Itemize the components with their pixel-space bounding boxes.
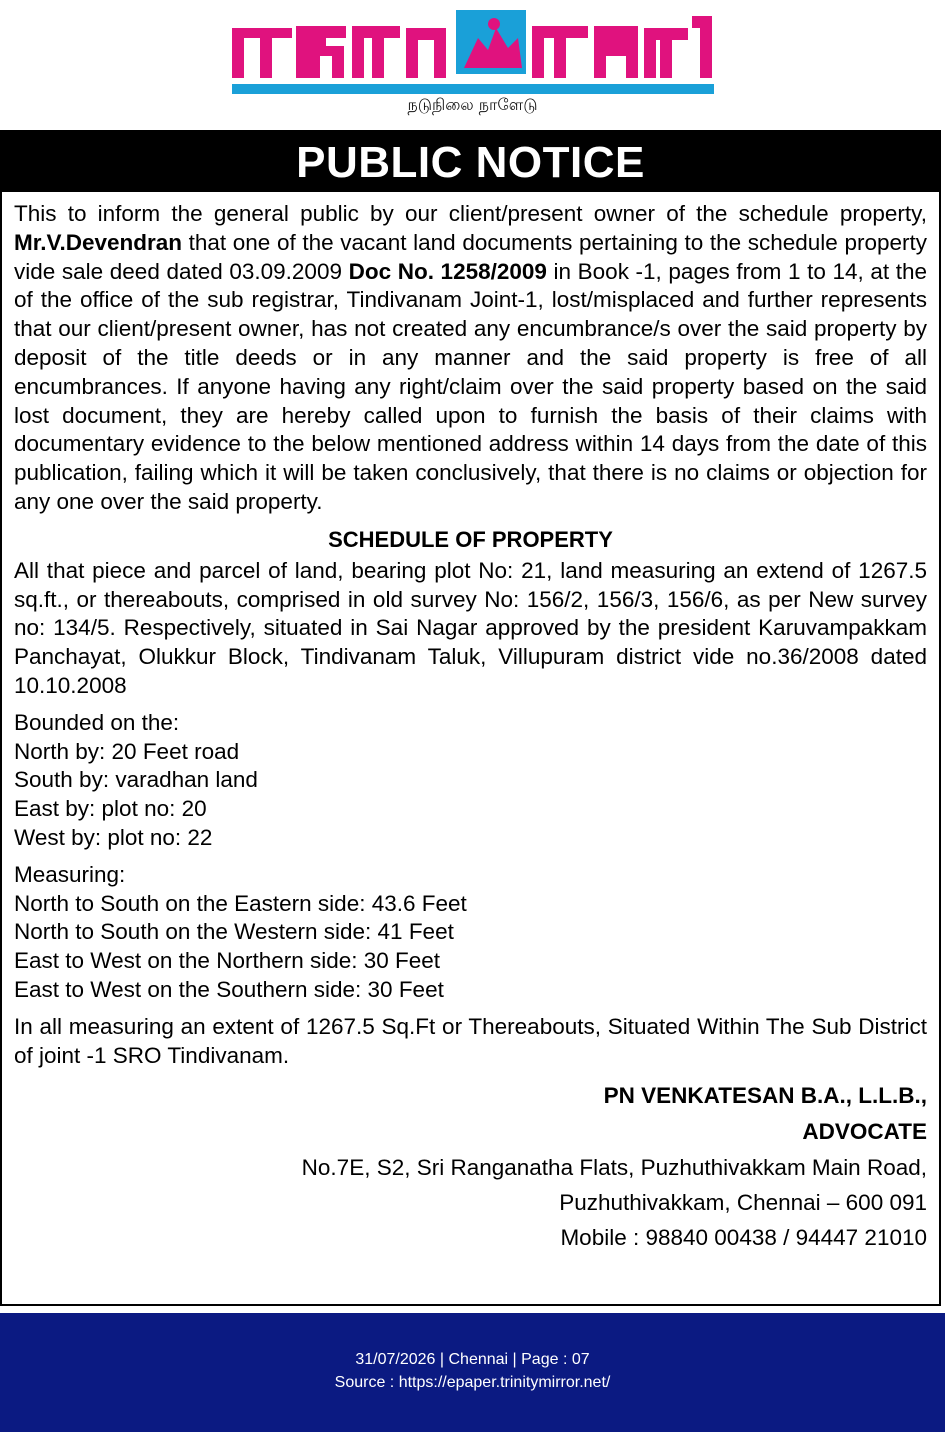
measure-ns-west: North to South on the Western side: 41 Feet	[14, 919, 454, 945]
bounded-heading: Bounded on the:	[14, 709, 180, 735]
extent-paragraph: In all measuring an extent of 1267.5 Sq.Ft or Thereabouts, Situated Within The Sub District of joint -1 SRO Tindivanam.	[14, 1013, 927, 1068]
measuring-block	[14, 861, 927, 1005]
address-line-2: Puzhuthivakkam, Chennai – 600 091	[559, 1190, 927, 1216]
public-notice	[0, 130, 941, 1306]
schedule-paragraph: All that piece and parcel of land, bearing plot No: 21, land measuring an extend of 1267.5 sq.ft., or thereabouts, comprised in old survey No: 156/2, 156/3, 156/6, as per New survey no: 134/5. Respectively, situated in Sai Nagar approved by the president Karuvampakkam Panchayat, Olukkur Block, Tindivanam Taluk, Villupuram district vide no.36/2008 dated 10.10.2008	[14, 557, 927, 698]
footer-date-page: 31/07/2026 | Chennai | Page : 07	[355, 1351, 590, 1368]
measuring-heading: Measuring:	[14, 861, 126, 887]
bound-south: South by: varadhan land	[14, 767, 258, 793]
schedule-title: SCHEDULE OF PROPERTY	[328, 526, 613, 552]
masthead-tagline: நடுநிலை நாளேடு	[407, 95, 538, 114]
owner-name: Mr.V.Devendran	[14, 229, 182, 255]
document-number: Doc No. 1258/2009	[348, 258, 547, 284]
mobile-number: Mobile : 98840 00438 / 94447 21010	[560, 1225, 927, 1251]
boundaries-block	[14, 709, 927, 853]
notice-body	[2, 192, 939, 1255]
address-line-1: No.7E, S2, Sri Ranganatha Flats, Puzhuthivakkam Main Road,	[301, 1155, 927, 1181]
measure-ew-south: East to West on the Southern side: 30 Feet	[14, 976, 444, 1002]
intro-text-3: in Book -1, pages from 1 to 14, at the of the office of the sub registrar, Tindivanam Joint-1, lost/misplaced and further represents that our client/present owner, has not created any encumbrance/s over the said property by deposit of the title deeds or in any manner and the said property is free of all encumbrances. If anyone having any right/claim over the said property based on the said lost document, they are hereby called upon to furnish the basis of their claims with documentary evidence to the below mentioned address within 14 days from the date of this publication, failing which it will be taken conclusively, that there is no claims or objection for any one over the said property.	[14, 258, 927, 514]
newspaper-logo	[232, 6, 714, 98]
notice-title: PUBLIC NOTICE	[2, 132, 939, 192]
page-footer	[0, 1313, 945, 1432]
intro-text-2: that one of the vacant land documents pertaining to the schedule property vide sale deed dated 03.09.2009	[14, 229, 927, 284]
bound-west: West by: plot no: 22	[14, 824, 213, 850]
advocate-name: PN VENKATESAN B.A., L.L.B.,	[603, 1083, 927, 1109]
advocate-role: ADVOCATE	[802, 1119, 927, 1145]
measure-ew-north: East to West on the Northern side: 30 Feet	[14, 948, 441, 974]
intro-text-1: This to inform the general public by our client/present owner of the schedule property,	[14, 201, 927, 226]
bound-east: East by: plot no: 20	[14, 796, 207, 822]
measure-ns-east: North to South on the Eastern side: 43.6 Feet	[14, 890, 467, 916]
signatory-block	[14, 1078, 927, 1255]
footer-source-link[interactable]: Source : https://epaper.trinitymirror.net/	[334, 1374, 611, 1391]
notice-intro-paragraph	[14, 200, 927, 517]
bound-north: North by: 20 Feet road	[14, 738, 240, 764]
masthead	[0, 0, 945, 130]
